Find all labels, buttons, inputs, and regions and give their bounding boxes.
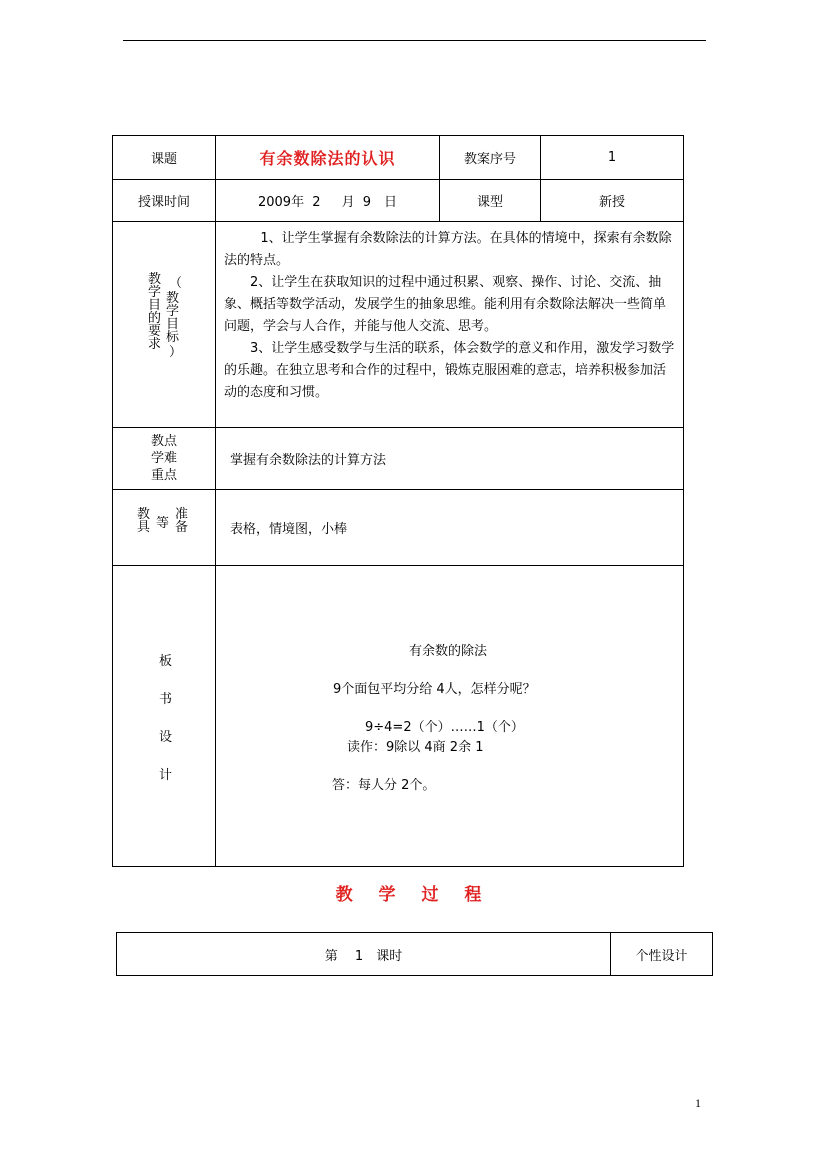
board-label (113, 566, 215, 866)
tools-label-cell (113, 490, 216, 566)
time-label: 授课时间 (113, 180, 216, 222)
personal-design-label: 个性设计 (611, 933, 713, 976)
page-number: 1 (695, 1096, 701, 1110)
goals-label-char: 学 (148, 285, 162, 300)
goals-label (113, 222, 215, 427)
board-label-char: 板 (159, 654, 173, 669)
header-rule (123, 40, 706, 41)
type-value: 新授 (541, 180, 684, 222)
goal-item: 2、让学生在获取知识的过程中通过积累、观察、操作、讨论、交流、抽象、概括等数学活动，发展学生的抽象思维。能利用有余数除法解决一些简单问题，学会与人合作，并能与他人交流、思考。 (224, 275, 667, 334)
board-label-cell (113, 566, 216, 867)
goal-item: 1、让学生掌握有余数除法的计算方法。在具体的情境中，探索有余数除法的特点。 (224, 231, 672, 268)
goals-label-char: 的 (148, 311, 162, 326)
table-row (113, 428, 684, 490)
goals-label-char: 教 (148, 272, 162, 287)
goals-label-char: （ (169, 276, 183, 291)
period-table (116, 932, 713, 976)
type-label: 课型 (440, 180, 541, 222)
key-points-label (113, 433, 215, 484)
seq-label: 教案序号 (440, 136, 541, 180)
goals-content (216, 222, 684, 428)
topic-value-cell (216, 136, 440, 180)
tools-label-char: 教 (137, 507, 151, 522)
key-points-label-cell (113, 428, 216, 490)
goals-label-char: 求 (148, 337, 162, 352)
topic-label: 课题 (113, 136, 216, 180)
key-points-label-line: 教点 (150, 434, 177, 449)
tools-label-char: 备 (175, 520, 189, 535)
time-value: 2009年 2 月 9 日 (216, 180, 440, 222)
process-title: 教 学 过 程 (335, 885, 492, 905)
board-label-char: 设 (159, 730, 173, 745)
table-row (113, 136, 684, 180)
goals-label-char: ） (169, 345, 183, 360)
goals-label-char: 学 (166, 304, 180, 319)
board-content (216, 566, 683, 866)
board-label-char: 计 (159, 768, 173, 783)
topic-title: 有余数除法的认识 (259, 149, 396, 168)
table-row (113, 180, 684, 222)
board-line: 答：每人分 2个。 (332, 778, 436, 793)
board-content-cell (216, 566, 684, 867)
board-line: 有余数的除法 (409, 644, 488, 659)
board-label-char: 书 (159, 692, 173, 707)
goals-label-char: 标 (166, 330, 180, 345)
key-points-value: 掌握有余数除法的计算方法 (216, 428, 684, 490)
table-row (113, 566, 684, 867)
goals-label-cell (113, 222, 216, 428)
tools-label-char: 准 (175, 507, 189, 522)
goals-label-char: 目 (166, 317, 180, 332)
tools-label-char: 具 (137, 520, 151, 535)
goals-label-char: 目 (148, 298, 162, 313)
key-points-label-line: 重点 (150, 468, 177, 483)
seq-value: 1 (541, 136, 684, 180)
board-line: 读作：9除以 4商 2余 1 (347, 740, 484, 755)
goals-label-char: 教 (166, 291, 180, 306)
board-line: 9÷4=2（个）……1（个） (365, 720, 524, 735)
table-row (117, 933, 713, 976)
period-label: 第 1 课时 (117, 933, 611, 976)
table-row (113, 222, 684, 428)
board-line: 9个面包平均分给 4人，怎样分呢？ (333, 682, 536, 697)
tools-value: 表格，情境图，小棒 (216, 490, 684, 566)
goals-label-char: 要 (148, 324, 162, 339)
tools-label (113, 490, 215, 565)
table-row (113, 490, 684, 566)
lesson-plan-table (112, 135, 684, 867)
key-points-label-line: 学难 (150, 451, 177, 466)
tools-label-char: 等 (156, 516, 170, 531)
goal-item: 3、让学生感受数学与生活的联系，体会数学的意义和作用，激发学习数学的乐趣。在独立思考和合作的过程中，锻炼克服困难的意志，培养积极参加活动的态度和习惯。 (224, 341, 675, 400)
